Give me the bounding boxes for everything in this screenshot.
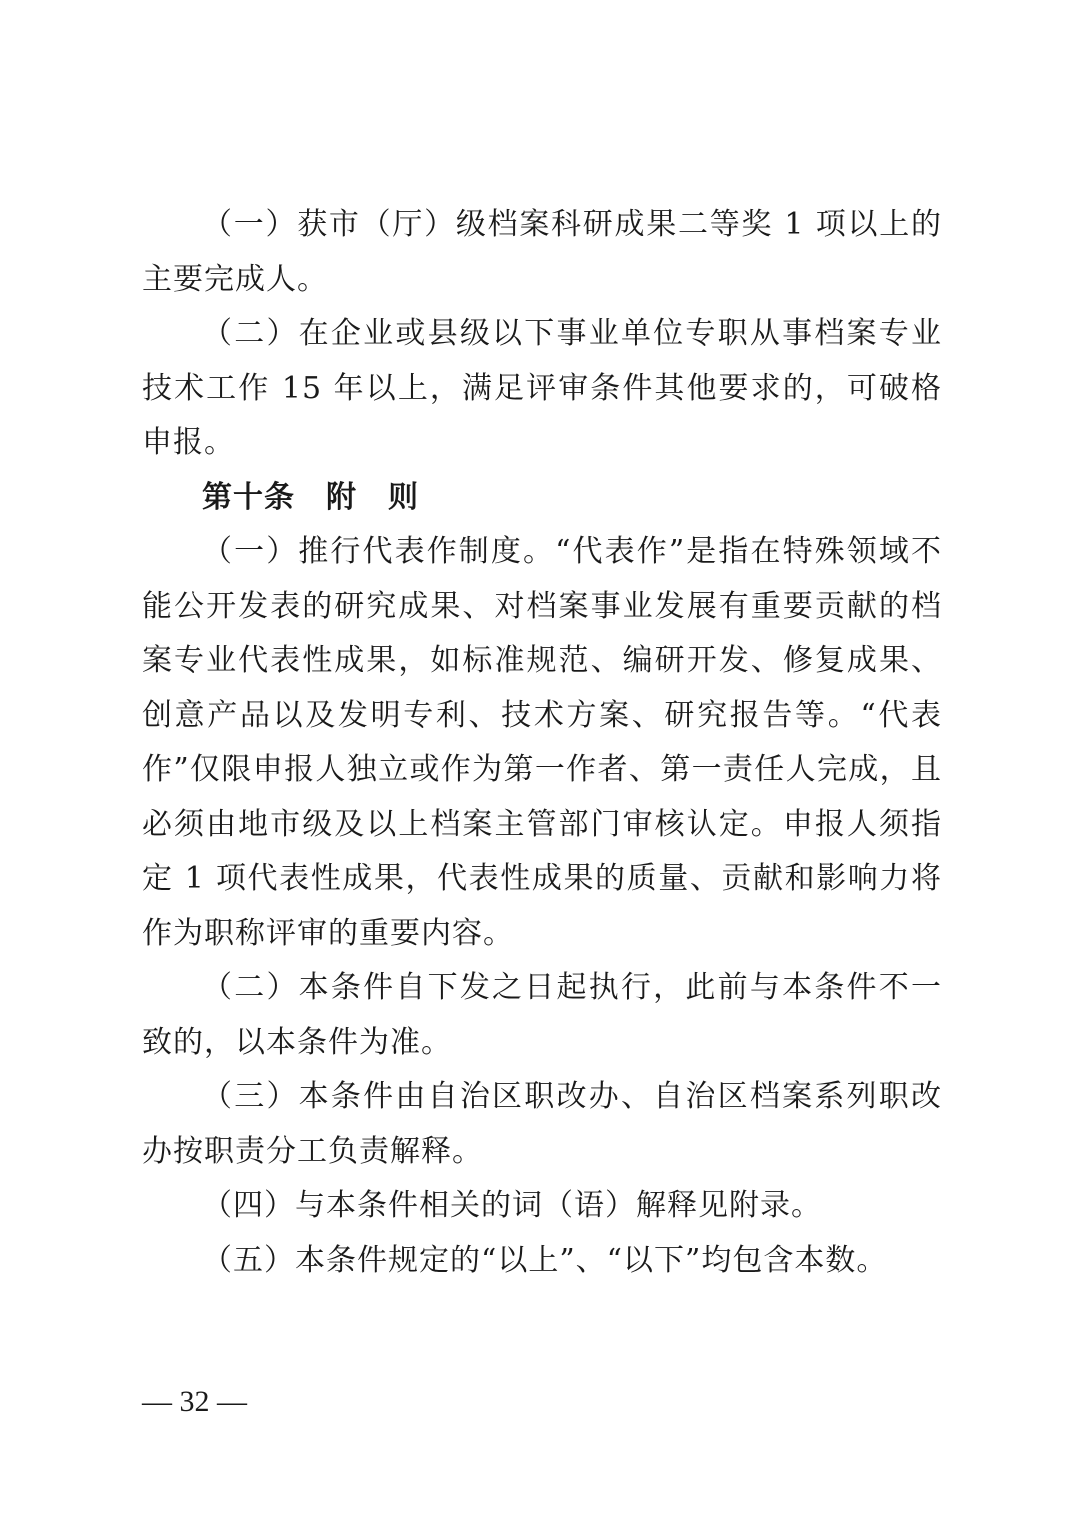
paragraph-exception-1: （一）获市（厅）级档案科研成果二等奖 1 项以上的主要完成人。 — [142, 207, 942, 297]
page-number: — 32 — — [142, 1385, 247, 1418]
paragraph-supplementary-5: （五）本条件规定的“以上”、“以下”均包含本数。 — [202, 1242, 888, 1278]
paragraph-supplementary-3: （三）本条件由自治区职改办、自治区档案系列职改办按职责分工负责解释。 — [142, 1079, 942, 1169]
paragraph-supplementary-2: （二）本条件自下发之日起执行，此前与本条件不一致的，以本条件为准。 — [142, 970, 942, 1060]
paragraph-supplementary-4: （四）与本条件相关的词（语）解释见附录。 — [202, 1188, 822, 1223]
paragraph-supplementary-1: （一）推行代表作制度。“代表作”是指在特殊领域不能公开发表的研究成果、对档案事业发展有重要贡献的档案专业代表性成果，如标准规范、编研开发、修复成果、创意产品以及发明专利、技术方案、研究报告等。“代表作”仅限申报人独立或作为第一作者、第一责任人完成，且必须由地市级及以上档案主管部门审核认定。申报人须指定 1 项代表性成果，代表性成果的质量、贡献和影响力将作为职称评审的重要内容。 — [142, 534, 942, 951]
document-body — [142, 198, 942, 1288]
section-heading: 第十条 附 则 — [202, 479, 419, 515]
paragraph-exception-2: （二）在企业或县级以下事业单位专职从事档案专业技术工作 15 年以上，满足评审条件其他要求的，可破格申报。 — [142, 316, 942, 460]
